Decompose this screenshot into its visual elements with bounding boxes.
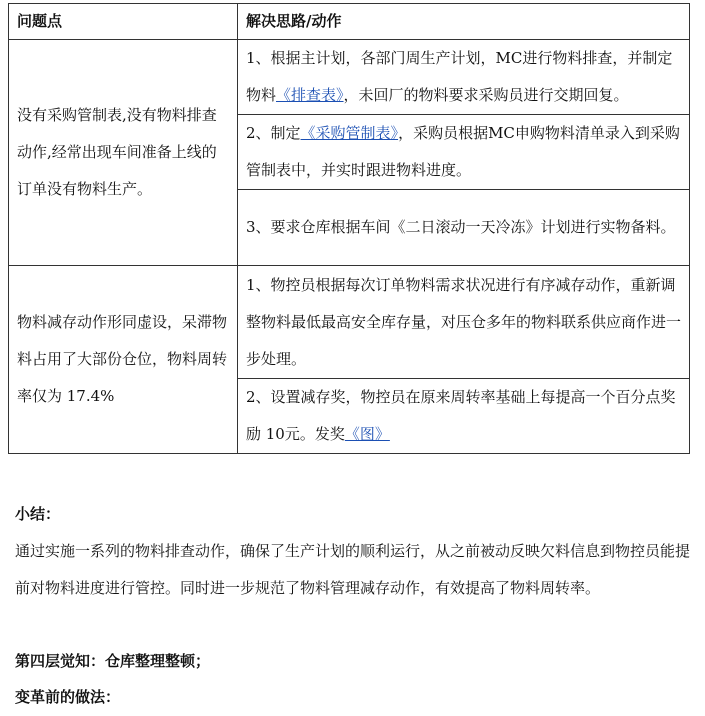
solution-text: 2、设置减存奖，物控员在原来周转率基础上每提高一个百分点奖励 10元。发奖	[246, 388, 676, 443]
problem-solution-table	[8, 3, 690, 454]
problem-cell-2: 物料减存动作形同虚设，呆滞物料占用了大部份仓位，物料周转率仅为 17.4%	[9, 266, 238, 454]
problem-cell-1: 没有采购管制表,没有物料排查动作,经常出现车间准备上线的订单没有物料生产。	[9, 40, 238, 266]
header-solution: 解决思路/动作	[238, 4, 690, 40]
subsection-heading: 变革前的做法：	[15, 688, 121, 706]
solution-text: 1、根据主计划，各部门周生产计划，MC进行物料排查，并制定物料	[246, 49, 673, 104]
solution-cell	[238, 379, 690, 454]
header-problem: 问题点	[9, 4, 238, 40]
table-row	[9, 266, 690, 379]
solution-text: 1、物控员根据每次订单物料需求状况进行有序减存动作，重新调整物料最低最高安全库存量，对压仓多年的物料联系供应商作进一步处理。	[246, 275, 682, 368]
solution-cell	[238, 115, 690, 190]
solution-cell	[238, 266, 690, 379]
solution-text: 2、制定	[246, 124, 301, 142]
solution-cell	[238, 190, 690, 266]
solution-text: 3、要求仓库根据车间《二日滚动一天冷冻》计划进行实物备料。	[246, 218, 676, 236]
table-header-row	[9, 4, 690, 40]
purchase-control-table-link[interactable]: 《采购管制表》	[300, 124, 399, 142]
section-heading: 第四层觉知：仓库整理整顿；	[15, 652, 211, 670]
solution-text: ，未回厂的物料要求采购员进行交期回复。	[343, 86, 629, 104]
solution-text: ，采购员根据MC申购物料清单录入到采购管制表中，并实时跟进物料进度。	[246, 124, 680, 179]
figure-link[interactable]: 《图》	[344, 425, 390, 443]
check-table-link[interactable]: 《排查表》	[276, 86, 344, 104]
solution-cell	[238, 40, 690, 115]
summary-title: 小结：	[15, 505, 61, 523]
summary-body: 通过实施一系列的物料排查动作，确保了生产计划的顺利运行，从之前被动反映欠料信息到物控员能提前对物料进度进行管控。同时进一步规范了物料管理减存动作，有效提高了物料周转率。	[15, 542, 691, 597]
table-row	[9, 40, 690, 115]
